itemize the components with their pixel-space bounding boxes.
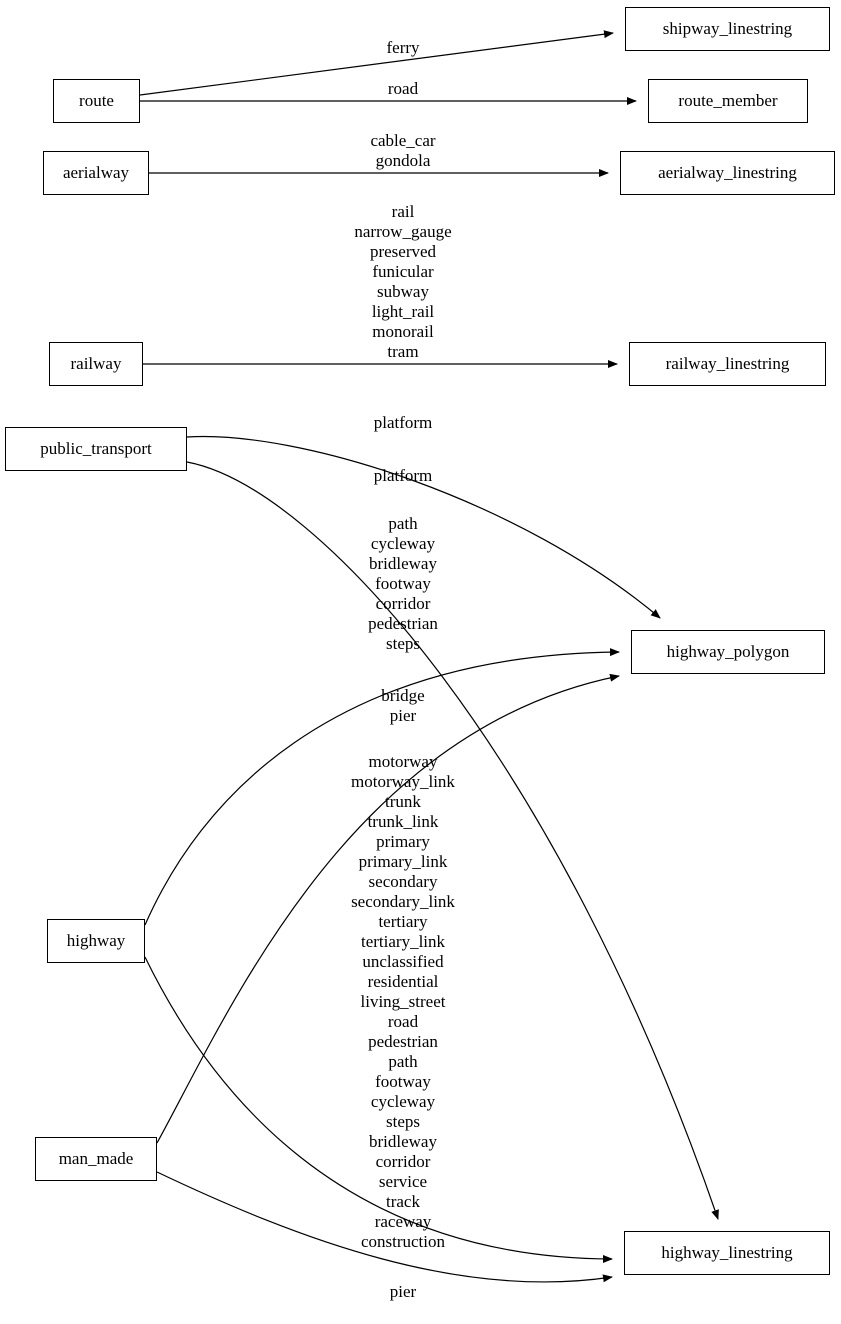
edge-label-line: trunk_link <box>367 812 439 831</box>
edge-label-line: residential <box>367 972 439 991</box>
edge-label-line: cable_car <box>370 131 436 150</box>
edge-label-line: platform <box>373 466 433 485</box>
edge-label-line: road <box>387 79 419 98</box>
edge-label-public_transport-platform-polygon <box>253 413 553 433</box>
edge-label-line: platform <box>373 413 433 432</box>
edge-label-line: footway <box>375 1072 431 1091</box>
edge-label-line: path <box>388 1052 418 1071</box>
edge-label-line: pedestrian <box>368 614 438 633</box>
edge-label-line: funicular <box>372 262 434 281</box>
edge-label-line: tertiary_link <box>360 932 446 951</box>
node-route[interactable]: route <box>53 79 140 123</box>
edge-label-line: motorway_link <box>351 772 455 791</box>
node-railway_linestring[interactable]: railway_linestring <box>629 342 826 386</box>
edge-label-line: pier <box>389 1282 417 1301</box>
node-public_transport[interactable]: public_transport <box>5 427 187 471</box>
edge-label-public_transport-platform-linestring <box>253 466 553 486</box>
edge-label-highway-roads-linestring <box>253 752 553 1252</box>
edge-label-line: bridleway <box>369 1132 437 1151</box>
edge-label-line: path <box>388 514 418 533</box>
node-highway_linestring[interactable]: highway_linestring <box>624 1231 830 1275</box>
edge-label-line: monorail <box>372 322 434 341</box>
edge-label-route-road <box>253 79 553 99</box>
edge-label-line: bridleway <box>369 554 437 573</box>
node-aerialway_linestring[interactable]: aerialway_linestring <box>620 151 835 195</box>
edge-label-line: service <box>378 1172 428 1191</box>
edge-label-line: motorway <box>368 752 438 771</box>
edge-label-line: trunk <box>385 792 421 811</box>
edge-label-line: pedestrian <box>368 1032 438 1051</box>
edge-label-line: subway <box>377 282 429 301</box>
node-route_member[interactable]: route_member <box>648 79 808 123</box>
edge-label-line: footway <box>375 574 431 593</box>
edge-label-line: ferry <box>386 38 420 57</box>
edge-label-man_made-bridge-polygon <box>253 686 553 726</box>
edge-label-line: steps <box>386 634 420 653</box>
edge-label-line: road <box>387 1012 419 1031</box>
edge-label-line: gondola <box>375 151 431 170</box>
edge-label-line: steps <box>386 1112 420 1131</box>
edge-label-man_made-pier-linestring <box>253 1282 553 1302</box>
edge-label-line: unclassified <box>362 952 444 971</box>
edge-label-line: preserved <box>369 242 437 261</box>
edge-label-route-ferry <box>253 38 553 58</box>
edge-label-railway-types <box>253 202 553 362</box>
edge-label-line: rail <box>391 202 415 221</box>
node-aerialway[interactable]: aerialway <box>43 151 149 195</box>
node-man_made[interactable]: man_made <box>35 1137 157 1181</box>
node-railway[interactable]: railway <box>49 342 143 386</box>
edge-label-line: tram <box>387 342 419 361</box>
edge-label-line: corridor <box>375 1152 431 1171</box>
node-highway[interactable]: highway <box>47 919 145 963</box>
node-shipway_linestring[interactable]: shipway_linestring <box>625 7 830 51</box>
edge-label-line: construction <box>360 1232 446 1251</box>
edge-label-line: track <box>386 1192 420 1211</box>
edge-label-line: living_street <box>360 992 446 1011</box>
edge-label-line: narrow_gauge <box>354 222 452 241</box>
edge-label-line: secondary <box>368 872 438 891</box>
edge-label-line: tertiary <box>378 912 428 931</box>
edge-label-line: cycleway <box>370 1092 436 1111</box>
edge-label-line: primary <box>376 832 430 851</box>
edge-label-line: light_rail <box>371 302 435 321</box>
edge-label-line: secondary_link <box>351 892 455 911</box>
node-highway_polygon[interactable]: highway_polygon <box>631 630 825 674</box>
edge-label-line: cycleway <box>370 534 436 553</box>
edge-label-line: bridge <box>381 686 425 705</box>
edge-label-aerialway-cable <box>253 131 553 171</box>
edge-label-line: raceway <box>374 1212 432 1231</box>
edge-label-line: primary_link <box>358 852 448 871</box>
edge-label-line: pier <box>389 706 417 725</box>
edge-label-highway-paths-polygon <box>253 514 553 654</box>
edge-label-line: corridor <box>375 594 431 613</box>
